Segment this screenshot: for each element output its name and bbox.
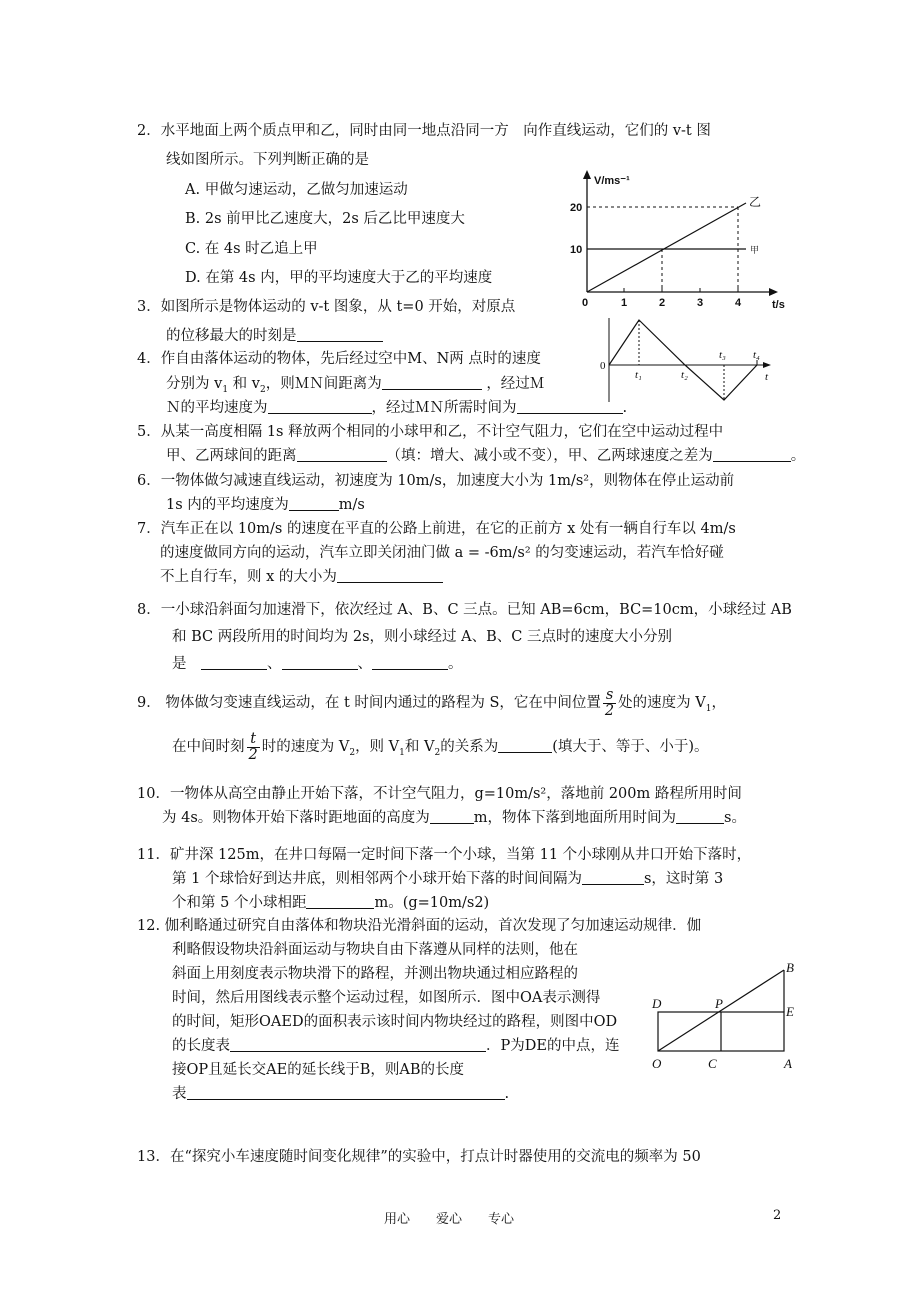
q4-blank-time[interactable] — [517, 399, 623, 414]
q2-graph-y20: 20 — [570, 202, 583, 214]
q3-graph-t2: t₂ — [681, 369, 688, 381]
q7-line2: 的速度做同方向的运动，汽车立即关闭油门做 a = -6m/s² 的匀变速运动，若汽车恰好碰 — [160, 545, 724, 561]
q10-blank-height[interactable] — [430, 809, 474, 824]
q4-line3: Ｎ的平均速度为 ，经过ＭＮ所需时间为 . — [166, 400, 628, 416]
footer-text: 用心 爱心 专心 — [384, 1212, 515, 1227]
q2-graph-x4: 4 — [735, 297, 742, 309]
q9-fraction-s-half: $\frac{s}{2}$ — [604, 686, 615, 719]
q3-line2: 的位移最大的时刻是 — [166, 327, 383, 345]
q3-graph-t3: t₃ — [719, 349, 726, 361]
q12-line1: 12. 伽利略通过研究自由落体和物块沿光滑斜面的运动，首次发现了匀加速运动规律．伽 — [137, 918, 702, 934]
q2-line2: 线如图所示。下列判断正确的是 — [166, 152, 369, 168]
q4-blank-avg-speed[interactable] — [268, 399, 372, 414]
q7-blank[interactable] — [337, 568, 443, 583]
q5-blank-distance[interactable] — [297, 447, 387, 462]
q2-line1: 2．水平地面上两个质点甲和乙，同时由同一地点沿同一方 向作直线运动，它们的 v-t 图 — [137, 123, 711, 139]
q12-line6: 的长度表 ．P为DE的中点，连 — [172, 1038, 620, 1054]
q2-option-b: B. 2s 前甲比乙速度大，2s 后乙比甲速度大 — [185, 211, 465, 227]
q12-label-o: O — [652, 1056, 662, 1071]
q2-graph-label-jia: 甲 — [750, 245, 760, 255]
q12-line8: 表 . — [172, 1086, 510, 1102]
q11-blank-distance[interactable] — [306, 894, 374, 909]
q3-graph-origin: 0 — [600, 360, 606, 372]
q2-graph-ylabel: V/ms⁻¹ — [594, 175, 630, 187]
q9-line1: 9． 物体做匀变速直线运动，在 t 时间内通过的路程为 S，它在中间位置 $\frac{s}{2}$ 处的速度为 $V_1$， — [137, 686, 726, 719]
page-number: 2 — [773, 1208, 782, 1223]
q10-blank-time[interactable] — [676, 809, 724, 824]
q12-line4: 时间，然后用图线表示整个运动过程，如图所示．图中OA表示测得 — [172, 990, 601, 1006]
q2-graph-origin: 0 — [582, 297, 589, 309]
q9-blank[interactable] — [498, 738, 552, 753]
q5-blank-speed-diff[interactable] — [713, 447, 791, 462]
q2-graph-x2: 2 — [659, 297, 666, 309]
q11-line3: 个和第 5 个小球相距 m。(g=10m/s2) — [172, 895, 490, 911]
q12-label-e: E — [786, 1004, 794, 1019]
q9-fraction-t-half: $\frac{t}{2}$ — [248, 730, 258, 763]
q12-label-p: P — [715, 996, 723, 1011]
q3-graph-t1: t₁ — [635, 369, 642, 381]
q12-label-b: B — [786, 960, 794, 975]
q5-line1: 5．从某一高度相隔 1s 释放两个相同的小球甲和乙，不计空气阻力，它们在空中运动过程中 — [137, 424, 724, 440]
q8-line1: 8．一小球沿斜面匀加速滑下，依次经过 A、B、C 三点。已知 AB=6cm，BC=10cm，小球经过 AB — [137, 602, 792, 618]
q6-blank[interactable] — [289, 496, 339, 511]
q13-line1: 13．在“探究小车速度随时间变化规律”的实验中，打点计时器使用的交流电的频率为 50 — [137, 1149, 701, 1165]
q12-line2: 利略假设物块沿斜面运动与物块自由下落遵从同样的法则，他在 — [172, 942, 578, 958]
q12-blank-od[interactable] — [230, 1037, 486, 1052]
q11-line1: 11．矿井深 125m，在井口每隔一定时间下落一个小球，当第 11 个小球刚从井口开始下落时， — [137, 847, 752, 863]
q2-vt-graph — [568, 168, 794, 310]
q5-line2: 甲、乙两球间的距离 （填：增大、减小或不变），甲、乙两球速度之差为 。 — [166, 448, 806, 464]
q2-option-a: A. 甲做匀速运动，乙做匀加速运动 — [185, 182, 408, 198]
q7-line1: 7．汽车正在以 10m/s 的速度在平直的公路上前进，在它的正前方 x 处有一辆自行车以 4m/s — [137, 521, 736, 537]
q3-graph-t: t — [765, 371, 769, 383]
q8-blank-b[interactable] — [282, 655, 358, 670]
q3-line1: 3．如图所示是物体运动的 v-t 图象，从 t=0 开始，对原点 — [137, 299, 516, 315]
q10-line2: 为 4s。则物体开始下落时距地面的高度为 m，物体下落到地面所用时间为 s。 — [162, 810, 746, 826]
q3-graph-t4: t₄ — [753, 349, 760, 361]
q2-graph-label-yi: 乙 — [749, 195, 762, 209]
q9-line2: 在中间时刻 $\frac{t}{2}$ 时的速度为 $V_2$，则 $V_1$和 $V_2$的关系为 (填大于、等于、小于)。 — [172, 730, 709, 763]
q4-blank-distance[interactable] — [382, 375, 482, 390]
q2-graph-y10: 10 — [570, 244, 583, 256]
q11-line2: 第 1 个球恰好到达井底，则相邻两个小球开始下落的时间间隔为 s，这时第 3 — [172, 871, 724, 887]
q2-graph-x1: 1 — [621, 297, 628, 309]
q12-line3: 斜面上用刻度表示物块滑下的路程，并测出物块通过相应路程的 — [172, 966, 578, 982]
q12-blank-ab[interactable] — [187, 1085, 505, 1100]
q12-galileo-diagram — [648, 960, 798, 1072]
q2-option-d: D. 在第 4s 内，甲的平均速度大于乙的平均速度 — [185, 270, 493, 286]
q2-graph-xlabel: t/s — [772, 299, 785, 310]
q10-line1: 10．一物体从高空由静止开始下落，不计空气阻力，g=10m/s²，落地前 200m 路程所用时间 — [137, 786, 742, 802]
q2-graph-x3: 3 — [697, 297, 704, 309]
q12-label-a: A — [784, 1056, 792, 1071]
q2-option-c: C. 在 4s 时乙追上甲 — [185, 241, 318, 257]
q11-blank-interval[interactable] — [582, 870, 644, 885]
q12-label-c: C — [708, 1056, 717, 1071]
q8-blank-c[interactable] — [372, 655, 448, 670]
q8-blank-a[interactable] — [201, 655, 267, 670]
q12-label-d: D — [652, 996, 662, 1011]
q3-vt-graph — [597, 314, 775, 404]
q7-line3: 不上自行车，则 x 的大小为 — [160, 568, 443, 586]
q4-line1: 4．作自由落体运动的物体，先后经过空中M、N两 点时的速度 — [137, 351, 541, 367]
q12-line5: 的时间，矩形OAED的面积表示该时间内物块经过的路程，则图中OD — [172, 1014, 618, 1030]
q3-blank[interactable] — [297, 327, 383, 342]
q6-line2: 1s 内的平均速度为 m/s — [166, 497, 365, 513]
q8-line2: 和 BC 两段所用的时间均为 2s，则小球经过 A、B、C 三点时的速度大小分别 — [172, 629, 672, 645]
q6-line1: 6．一物体做匀减速直线运动，初速度为 10m/s，加速度大小为 1m/s²，则物体在停止运动前 — [137, 473, 735, 489]
q12-line7: 接OP且延长交AE的延长线于B，则AB的长度 — [172, 1062, 464, 1078]
q8-line3: 是 、 、 。 — [172, 656, 463, 672]
q4-line2: 分别为 $v_1$ 和 $v_2$，则ＭＮ间距离为 ，经过Ｍ — [166, 376, 545, 395]
